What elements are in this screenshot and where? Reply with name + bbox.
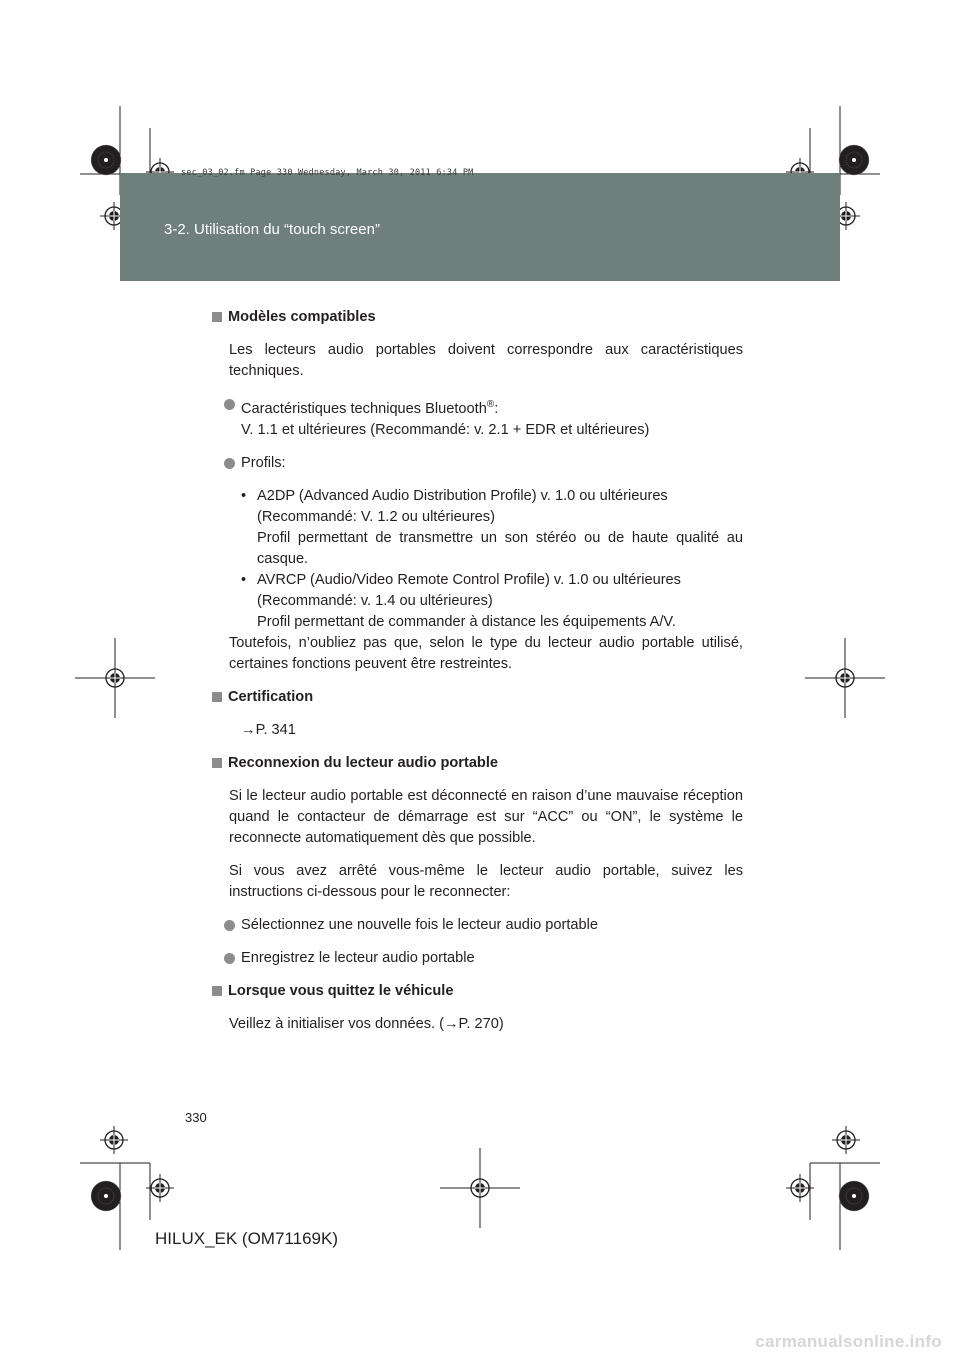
- square-bullet-icon: [212, 312, 222, 322]
- bullet-reselect: Sélectionnez une nouvelle fois le lecteur audio portable: [212, 915, 743, 936]
- bullet-profiles: Profils:: [212, 453, 743, 474]
- round-bullet-icon: [224, 399, 235, 410]
- profile-avrcp: • AVRCP (Audio/Video Remote Control Profile) v. 1.0 ou ultérieures (Recommandé: v. 1.4 ou ultérieures) Profil permettant de commander à distance les équipements A/V.: [241, 571, 681, 630]
- paragraph: Si vous avez arrêté vous-même le lecteur audio portable, suivez les instructions ci-dessous pour le reconnecter:: [229, 862, 743, 900]
- file-slug: sec_03_02.fm Page 330 Wednesday, March 30, 2011 6:34 PM: [181, 168, 474, 178]
- paragraph: Si le lecteur audio portable est déconnecté en raison d’une mauvaise réception quand le contacteur de démarrage est sur “ACC” ou “ON”, le système le reconnecte automatiquement dès que possible.: [229, 787, 743, 846]
- page-content: [212, 307, 743, 1035]
- model-id: HILUX_EK (OM71169K): [155, 1229, 338, 1248]
- page-reference-link[interactable]: →P. 341: [241, 721, 296, 738]
- heading-certification: Certification: [212, 687, 743, 708]
- round-bullet-icon: [224, 458, 235, 469]
- page-number: 330: [185, 1110, 207, 1125]
- watermark: carmanualsonline.info: [755, 1332, 942, 1351]
- paragraph: Veillez à initialiser vos données. (→P. 270): [229, 1015, 504, 1032]
- square-bullet-icon: [212, 692, 222, 702]
- square-bullet-icon: [212, 758, 222, 768]
- square-bullet-icon: [212, 986, 222, 996]
- section-header: [120, 173, 840, 281]
- section-title: 3-2. Utilisation du “touch screen”: [164, 221, 380, 238]
- heading-reconnection: Reconnexion du lecteur audio portable: [212, 753, 743, 774]
- paragraph: Toutefois, n’oubliez pas que, selon le type du lecteur audio portable utilisé, certaines fonctions peuvent être restreintes.: [229, 634, 743, 672]
- profile-a2dp: • A2DP (Advanced Audio Distribution Profile) v. 1.0 ou ultérieures (Recommandé: V. 1.2 ou ultérieures) Profil permettant de transmettre un son stéréo ou de haute qualité au casque.: [241, 487, 743, 567]
- round-bullet-icon: [224, 920, 235, 931]
- round-bullet-icon: [224, 953, 235, 964]
- paragraph: Les lecteurs audio portables doivent correspondre aux caractéristiques techniques.: [229, 342, 743, 379]
- bullet-bluetooth-spec: Caractéristiques techniques Bluetooth®: V. 1.1 et ultérieures (Recommandé: v. 2.1 + EDR et ultérieures): [212, 394, 743, 441]
- heading-compatible-models: Modèles compatibles: [212, 307, 743, 328]
- bullet-register: Enregistrez le lecteur audio portable: [212, 948, 743, 969]
- heading-leaving-vehicle: Lorsque vous quittez le véhicule: [212, 981, 743, 1002]
